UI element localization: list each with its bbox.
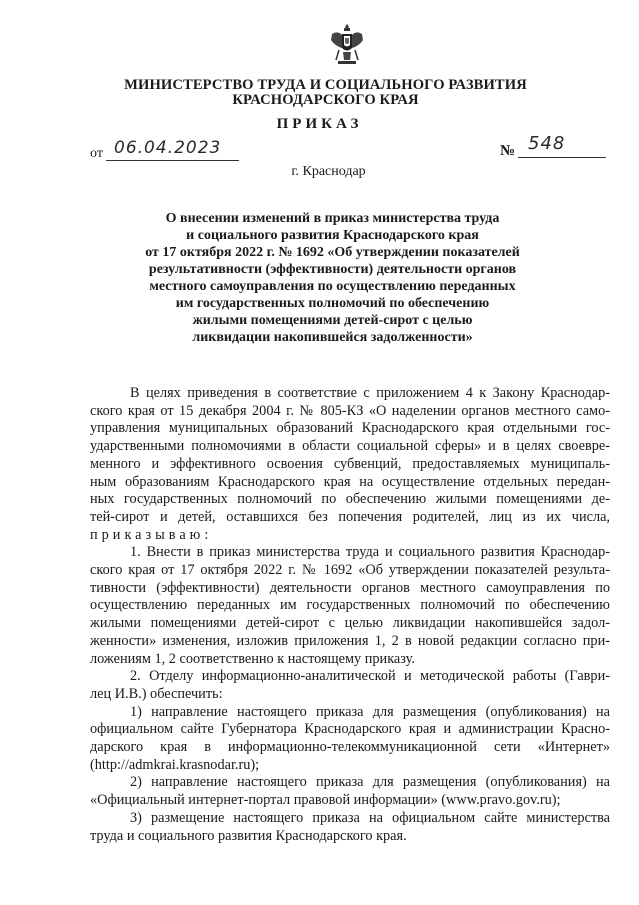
number-underline — [518, 157, 606, 158]
body-line: 2. Отделу информационно-аналитической и методической работы (Гаври- — [130, 668, 610, 685]
body-line: осуществлению переданных им государственных полномочий по обеспечению — [90, 597, 610, 614]
body-line: жилыми помещениями детей-сирот с целью ликвидации накопившейся задол- — [90, 615, 610, 632]
body-line: ского края от 15 декабря 2004 г. № 805-КЗ «О наделении органов местного само- — [90, 402, 610, 419]
body-line: 1. Внести в приказ министерства труда и социального развития Краснодар- — [130, 544, 610, 561]
body-line: дарского края в информационно-телекоммуникационной сети «Интернет» — [90, 739, 610, 756]
body-line: тивности (эффективности) деятельности органов местного самоуправления по — [90, 579, 610, 596]
order-title — [100, 210, 565, 346]
body-line: ных государственных полномочий по обеспечению жилыми помещениями де- — [90, 491, 610, 508]
body-line: тей-сирот и детей, оставшихся без попечения родителей, лиц из их числа, — [90, 508, 610, 525]
body-line: В целях приведения в соответствие с приложением 4 к Закону Краснодар- — [130, 385, 610, 401]
body-line: официальном сайте Губернатора Краснодарского края и администрации Красно- — [90, 721, 610, 738]
order-body — [90, 385, 610, 845]
body-line: менного и эффективного освоения субвенций, предоставляемых муниципаль- — [90, 455, 610, 472]
body-line: 1) направление настоящего приказа для размещения (опубликования) на — [130, 703, 610, 720]
title-line: жилыми помещениями детей-сирот с целью — [192, 313, 473, 328]
body-line: «Официальный интернет-портал правовой информации» (www.pravo.gov.ru); — [90, 792, 561, 809]
body-line: 2) направление настоящего приказа для размещения (опубликования) на — [130, 774, 610, 791]
city-label: г. Краснодар — [291, 164, 366, 179]
handwritten-number: 548 — [528, 133, 566, 154]
title-line: от 17 октября 2022 г. № 1692 «Об утверждении показателей — [145, 245, 520, 260]
body-line: ложениям 1, 2 соответственно к настоящему приказу. — [90, 650, 415, 667]
title-line: ликвидации накопившейся задолженности» — [192, 330, 473, 345]
document-type-heading: ПРИКАЗ — [276, 116, 363, 132]
coat-of-arms-icon — [329, 22, 365, 66]
title-line: результативности (эффективности) деятельности органов — [148, 262, 517, 277]
title-line: и социального развития Краснодарского края — [186, 228, 479, 243]
number-label: № — [500, 143, 516, 159]
date-label: от — [90, 146, 103, 161]
body-line: ным образованиям Краснодарского края на осуществление отдельных передан- — [90, 473, 610, 490]
body-line: (http://admkrai.krasnodar.ru); — [90, 756, 260, 773]
ministry-name-line1: МИНИСТЕРСТВО ТРУДА И СОЦИАЛЬНОГО РАЗВИТИЯ — [124, 77, 527, 93]
body-line: 3) размещение настоящего приказа на официальном сайте министерства — [130, 809, 610, 826]
handwritten-date: 06.04.2023 — [114, 138, 222, 158]
body-line: труда и социального развития Краснодарского края. — [90, 827, 407, 844]
body-line: лец И.В.) обеспечить: — [90, 685, 223, 702]
body-line: женности» изменения, изложив приложения 1, 2 в новой редакции согласно при- — [90, 632, 610, 649]
date-underline — [106, 160, 239, 161]
ministry-name-line2: КРАСНОДАРСКОГО КРАЯ — [232, 92, 419, 108]
title-line: О внесении изменений в приказ министерства труда — [165, 211, 500, 226]
body-line: ударственными полномочиями в области социальной сферы» и в целях своевре- — [90, 438, 610, 455]
title-line: местного самоуправления по осуществлению переданных — [149, 279, 516, 294]
body-line-prikazyvayu: приказываю: — [90, 526, 213, 543]
body-line: ского края от 17 октября 2022 г. № 1692 «Об утверждении показателей результа- — [90, 562, 610, 579]
title-line: им государственных полномочий по обеспечению — [175, 296, 490, 311]
body-line: управления муниципальных образований Краснодарского края отдельными гос- — [90, 420, 610, 437]
